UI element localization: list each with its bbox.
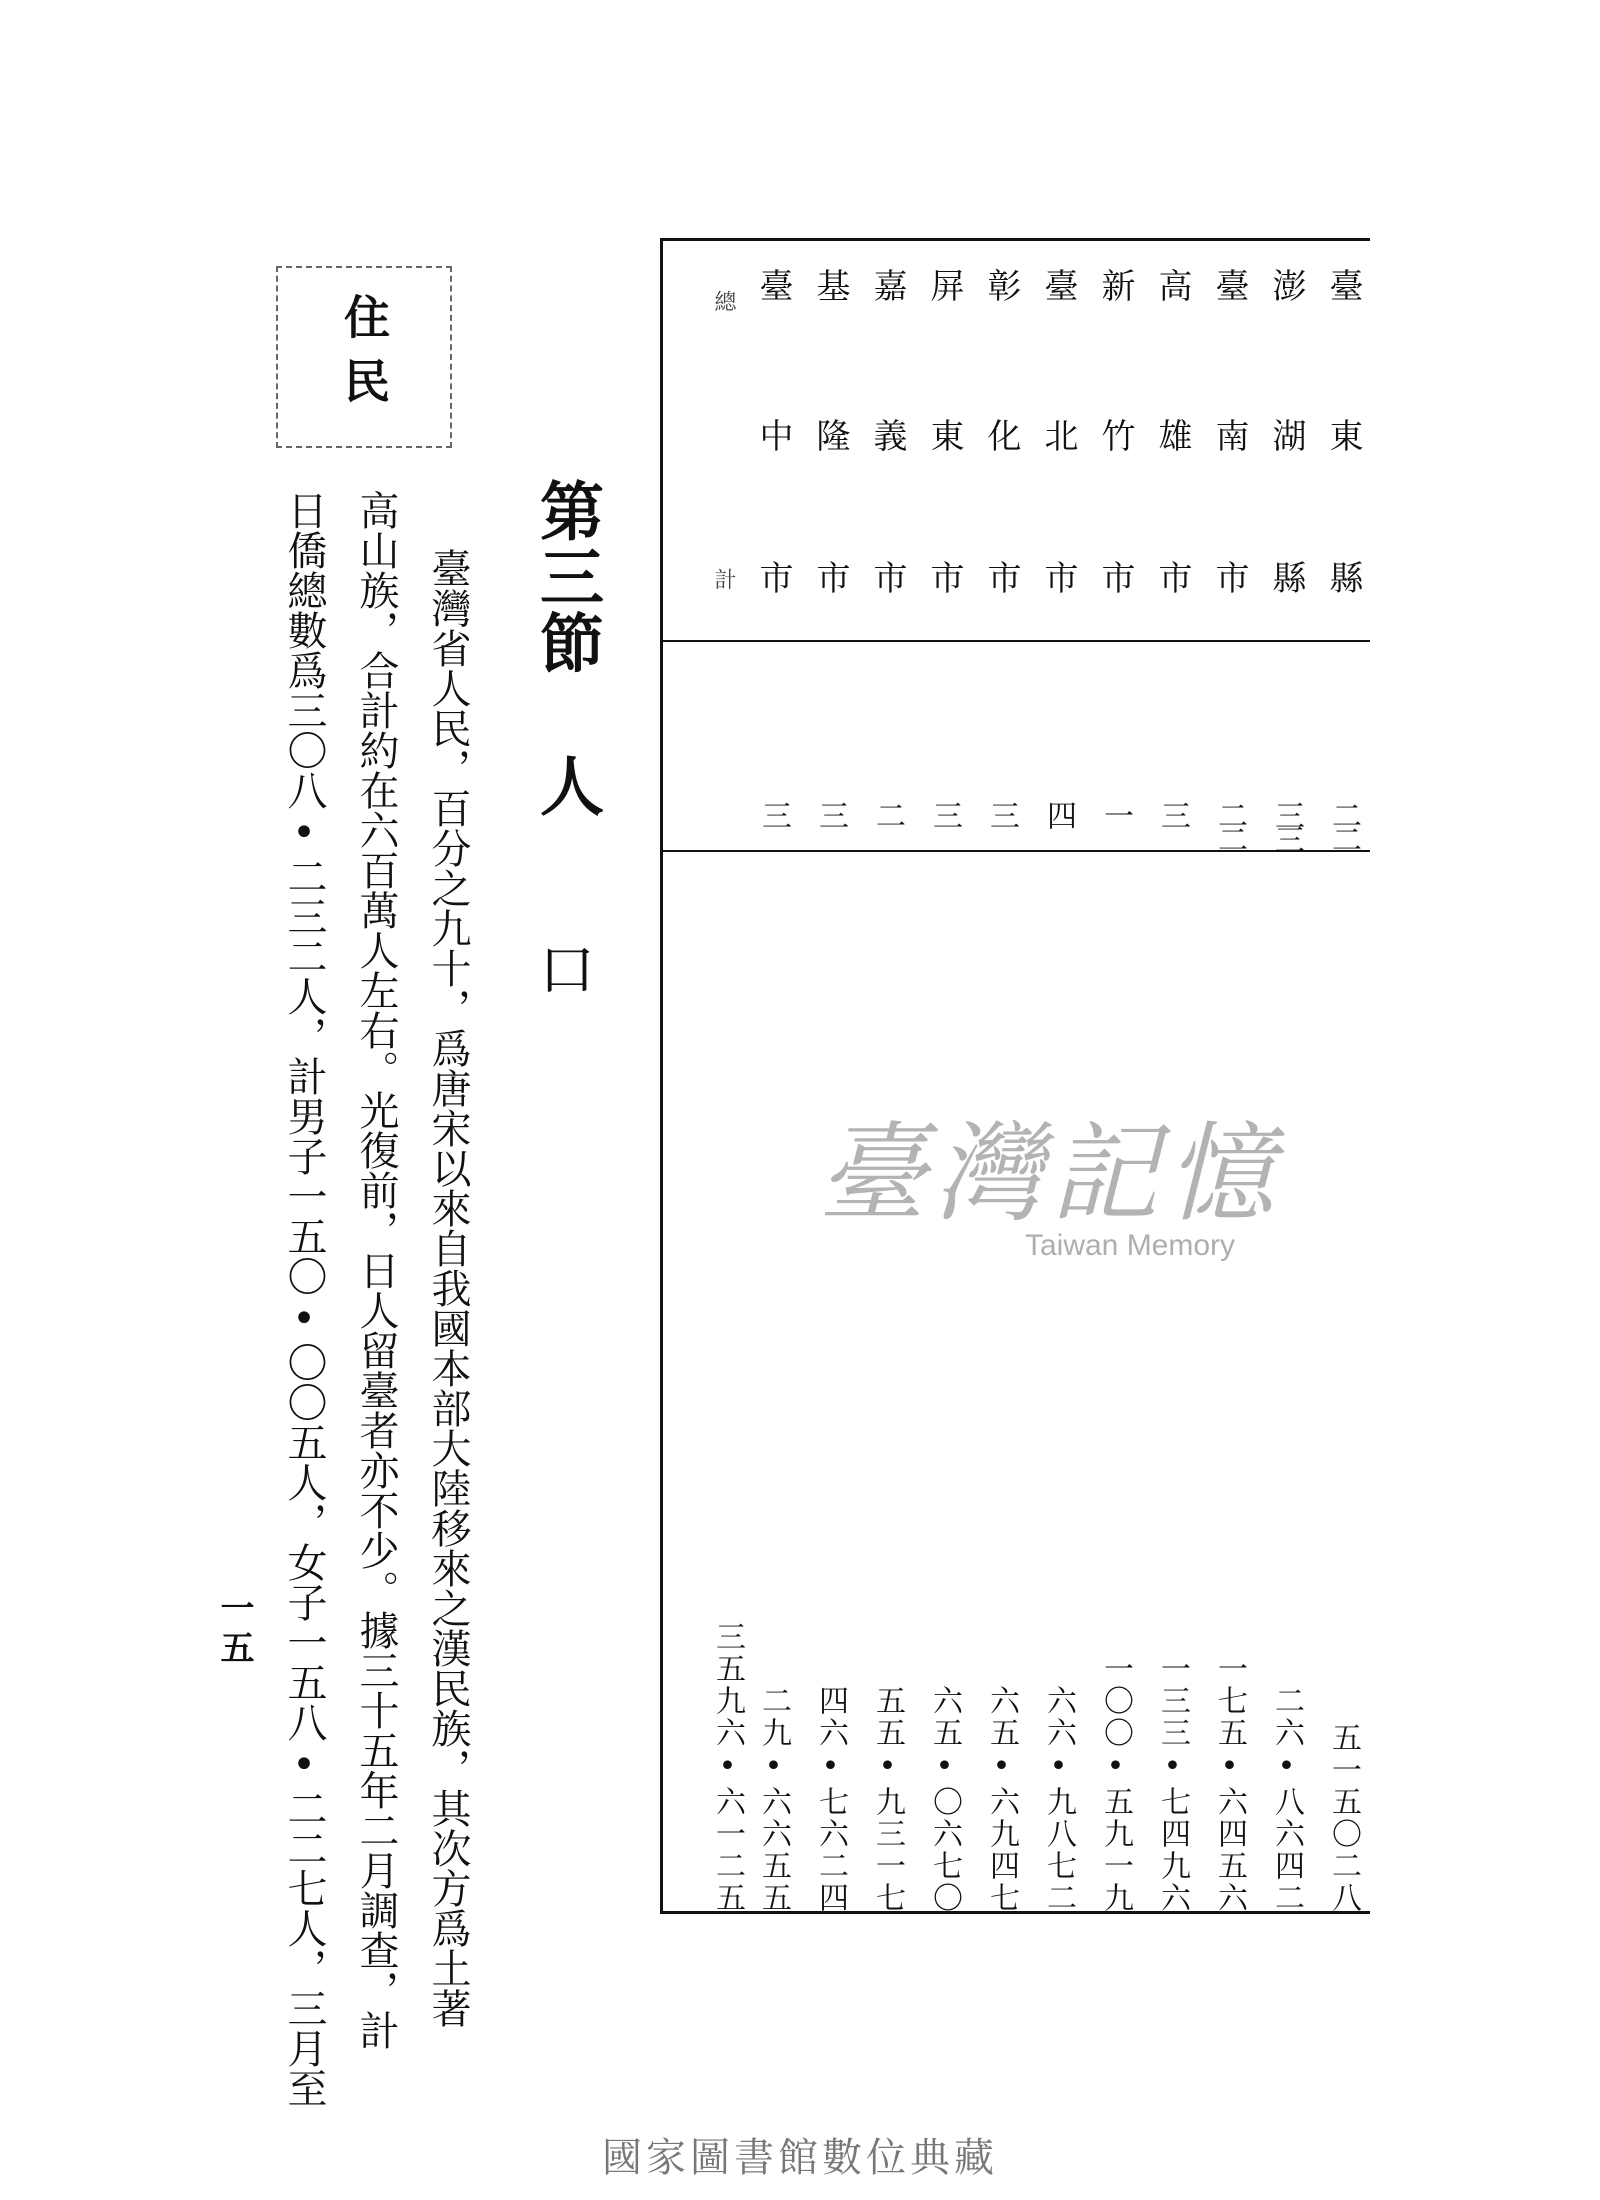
total-population: 三五九六•六一二五 xyxy=(710,1621,745,1914)
total-label-1: 總 xyxy=(711,290,736,312)
table-cell-type: 縣 xyxy=(1323,560,1363,594)
table-row xyxy=(860,0,914,2200)
table-row xyxy=(974,0,1028,2200)
table-cell-name-2: 中 xyxy=(753,418,793,452)
table-cell-count: 三 xyxy=(756,800,791,824)
table-cell-name-2: 隆 xyxy=(810,418,850,452)
table-row xyxy=(1088,0,1142,2200)
table-cell-name-2: 雄 xyxy=(1152,418,1192,452)
table-cell-population: 一〇〇•五九一九 xyxy=(1098,1653,1133,1914)
table-cell-name-2: 化 xyxy=(981,418,1021,452)
table-cell-count: 三 xyxy=(927,800,962,824)
table-cell-count: 三 xyxy=(813,800,848,824)
table-cell-population: 一七五•六四五六 xyxy=(1212,1653,1247,1914)
table-cell-count: 二二 xyxy=(1326,800,1361,848)
section-box-label: 住民 xyxy=(276,266,452,448)
table-cell-name-1: 屏 xyxy=(924,268,964,302)
table-cell-type: 市 xyxy=(810,560,850,594)
table-cell-count: 三 xyxy=(984,800,1019,824)
table-cell-name-1: 臺 xyxy=(1209,268,1249,302)
table-cell-type: 市 xyxy=(753,560,793,594)
table-cell-type: 市 xyxy=(1152,560,1192,594)
table-cell-type: 市 xyxy=(981,560,1021,594)
table-cell-population: 五一五〇二八 xyxy=(1326,1722,1361,1914)
table-cell-name-1: 臺 xyxy=(1323,268,1363,302)
paragraph-line-3: 日僑總數爲三〇八•二三二人，計男子一五〇•〇〇五人，女子一五八•二二七人，三月至 xyxy=(281,490,327,2108)
table-row xyxy=(917,0,971,2200)
table-cell-name-1: 彰 xyxy=(981,268,1021,302)
watermark-en: Taiwan Memory xyxy=(1024,1229,1236,1262)
page-number: 一五 xyxy=(214,1590,254,1670)
table-cell-name-2: 南 xyxy=(1209,418,1249,452)
table-cell-population: 五五•九三一七 xyxy=(870,1685,905,1914)
table-cell-population: 一三三•七四九六 xyxy=(1155,1653,1190,1914)
table-row xyxy=(746,0,800,2200)
table-row xyxy=(1316,0,1370,2200)
table-cell-count: 四 xyxy=(1041,800,1076,824)
table-cell-name-1: 澎 xyxy=(1266,268,1306,302)
table-cell-count: 三三 xyxy=(1269,800,1304,848)
table-cell-population: 二九•六六五五 xyxy=(756,1685,791,1914)
table-cell-type: 市 xyxy=(1209,560,1249,594)
table-row xyxy=(1202,0,1256,2200)
footer-credit: 國家圖書館數位典藏 xyxy=(602,2135,998,2181)
table-cell-type: 縣 xyxy=(1266,560,1306,594)
table-cell-count: 二 xyxy=(870,800,905,824)
table-cell-population: 四六•七六二四 xyxy=(813,1685,848,1914)
table-cell-population: 六五•〇六七〇 xyxy=(927,1685,962,1914)
table-row xyxy=(1145,0,1199,2200)
table-cell-count: 三 xyxy=(1155,800,1190,824)
table-row xyxy=(1031,0,1085,2200)
paragraph-line-2: 高山族，合計約在六百萬人左右。光復前，日人留臺者亦不少。據三十五年二月調查，計 xyxy=(353,490,399,2050)
table-cell-name-2: 北 xyxy=(1038,418,1078,452)
section-title-tail: 口 xyxy=(530,940,595,996)
table-row xyxy=(803,0,857,2200)
table-cell-count: 一 xyxy=(1098,800,1133,824)
table-cell-count: 二二 xyxy=(1212,800,1247,848)
table-cell-name-2: 竹 xyxy=(1095,418,1135,452)
table-cell-name-1: 嘉 xyxy=(867,268,907,302)
table-cell-name-1: 高 xyxy=(1152,268,1192,302)
table-cell-name-2: 湖 xyxy=(1266,418,1306,452)
table-cell-name-1: 臺 xyxy=(753,268,793,302)
table-cell-type: 市 xyxy=(1038,560,1078,594)
table-cell-name-1: 新 xyxy=(1095,268,1135,302)
table-cell-population: 六五•六九四七 xyxy=(984,1685,1019,1914)
table-row xyxy=(1259,0,1313,2200)
table-cell-type: 市 xyxy=(1095,560,1135,594)
table-cell-name-1: 基 xyxy=(810,268,850,302)
watermark-logo xyxy=(800,1112,1300,1263)
table-cell-name-2: 義 xyxy=(867,418,907,452)
table-cell-name-1: 臺 xyxy=(1038,268,1078,302)
section-title: 第三節 人 xyxy=(529,478,604,819)
table-cell-name-2: 東 xyxy=(924,418,964,452)
table-cell-name-2: 東 xyxy=(1323,418,1363,452)
table-cell-type: 市 xyxy=(924,560,964,594)
table-cell-population: 六六•九八七二 xyxy=(1041,1685,1076,1914)
paragraph-line-1: 臺灣省人民，百分之九十，爲唐宋以來自我國本部大陸移來之漢民族，其次方爲土著 xyxy=(425,548,471,2028)
table-cell-type: 市 xyxy=(867,560,907,594)
watermark-cn: 臺灣記憶 xyxy=(817,1112,1282,1237)
table-cell-population: 二六•八六四二 xyxy=(1269,1685,1304,1914)
total-label-2: 計 xyxy=(711,568,736,590)
